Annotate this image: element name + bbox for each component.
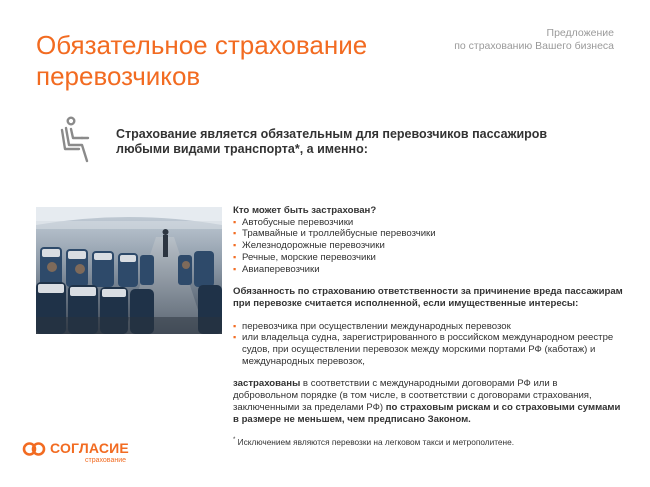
list-item: ▪ или владельца судна, зарегистрированного в российском международном реестре судов, при осуществлении перевозок между морскими портами РФ (каботаж) и международных перевозок, [233,332,614,367]
footnote-text: Исключением являются перевозки на легковом такси и метрополитене. [235,437,515,448]
logo-rings-icon [22,441,46,457]
bullet-icon: ▪ [233,320,237,331]
page-title-line1: Обязательное страхование [36,30,368,60]
bullet-icon: ▪ [233,240,237,251]
page-title [36,30,436,92]
footnote [233,435,623,447]
insured-bold-start: застрахованы [233,378,301,390]
page-title-line2: перевозчиков [36,61,201,91]
who-insured-heading: Кто может быть застрахован? [233,205,377,216]
obligation-heading: Обязанность по страхованию ответственности за причинение вреда пассажирам при перевозке считается исполненной, если имущественные интересы: [233,286,623,309]
who-insured-list [233,217,623,276]
insured-bold-end: по страховым рискам и со страховыми суммами в размере не меньшем, чем предписано Законом. [233,401,621,425]
bullet-icon: ▪ [233,228,237,239]
company-logo [22,436,142,470]
list-item: ▪ Трамвайные и троллейбусные перевозчики [233,228,436,240]
bullet-icon: ▪ [233,332,237,343]
bullet-icon: ▪ [233,216,237,227]
airplane-cabin-photo [36,207,222,334]
logo-name: СОГЛАСИЕ [50,440,129,456]
bullet-icon: ▪ [233,263,237,274]
obligation-list [233,321,623,368]
insured-paragraph [233,378,623,425]
passenger-seat-icon [58,116,98,164]
list-item: ▪ перевозчика при осуществлении международных перевозок [233,320,511,332]
bullet-icon: ▪ [233,251,237,262]
corner-header-line1: Предложение [546,27,614,39]
list-item: ▪ Авиаперевозчики [233,263,320,275]
content-column [233,205,623,447]
list-item: ▪ Железнодорожные перевозчики [233,240,385,252]
list-item: ▪ Автобусные перевозчики [233,216,354,228]
insured-middle: в соответствии с международными договорами РФ или в добровольном порядке (в том числе, в соответствии с договорами страхования, заключенными за пределами РФ) [233,378,592,413]
list-item: ▪ Речные, морские перевозчики [233,251,376,263]
footnote-mark: * [233,437,236,444]
corner-header-line2: по страхованию Вашего бизнеса [454,40,614,52]
intro-text: Страхование является обязательным для перевозчиков пассажиров любыми видами транспорта*, а именно: [116,127,548,156]
logo-subtitle: страхование [85,457,127,464]
corner-header [454,27,614,53]
